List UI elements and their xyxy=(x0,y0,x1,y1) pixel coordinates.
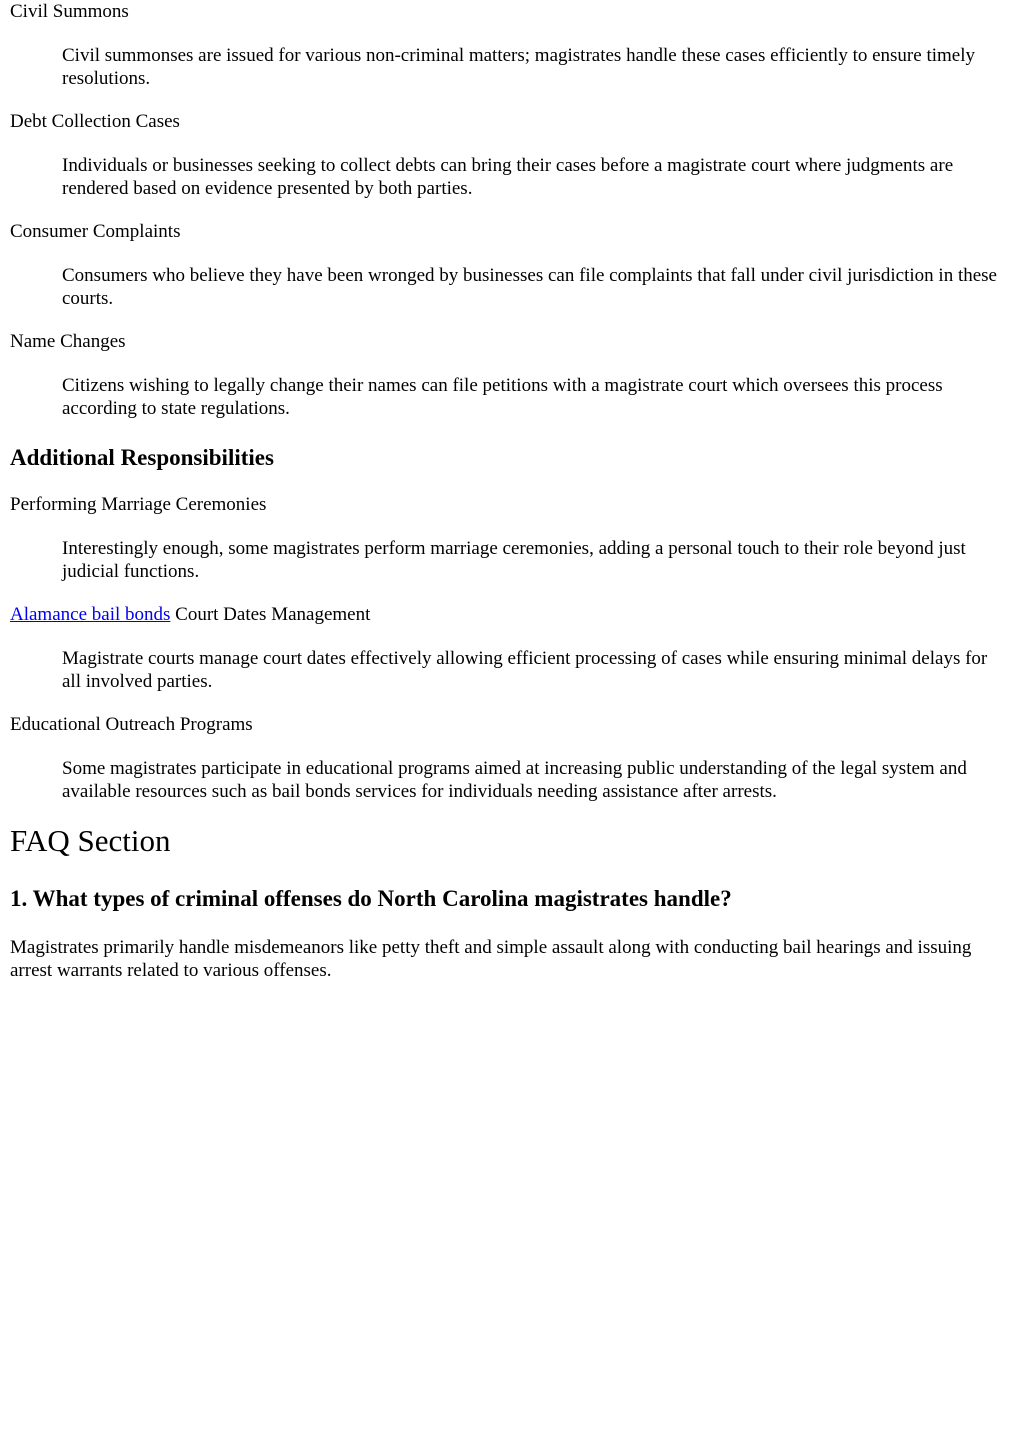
additional-responsibilities-heading: Additional Responsibilities xyxy=(10,445,274,470)
term-title: Performing Marriage Ceremonies xyxy=(10,494,267,515)
faq-heading: FAQ Section xyxy=(10,823,171,858)
term-title: Name Changes xyxy=(10,331,126,352)
term-definition: Consumers who believe they have been wronged by businesses can file complaints that fall under civil jurisdiction in these courts. xyxy=(62,265,997,309)
term-definition: Magistrate courts manage court dates effectively allowing efficient processing of cases while ensuring minimal delays for all involved parties. xyxy=(62,648,988,692)
term-definition: Individuals or businesses seeking to collect debts can bring their cases before a magistrate court where judgments are rendered based on evidence presented by both parties. xyxy=(62,155,954,199)
faq-question: 1. What types of criminal offenses do North Carolina magistrates handle? xyxy=(10,886,732,911)
term-title-with-link xyxy=(10,603,1010,626)
term-title: Debt Collection Cases xyxy=(10,111,180,132)
alamance-bail-bonds-link[interactable]: Alamance bail bonds xyxy=(10,604,171,625)
term-definition: Some magistrates participate in educational programs aimed at increasing public understanding of the legal system and available resources such as bail bonds services for individuals needing assistance after arrests. xyxy=(62,758,967,802)
term-title: Consumer Complaints xyxy=(10,221,181,242)
faq-answer: Magistrates primarily handle misdemeanors like petty theft and simple assault along with conducting bail hearings and issuing arrest warrants related to various offenses. xyxy=(10,937,972,981)
term-definition: Citizens wishing to legally change their names can file petitions with a magistrate court which oversees this process according to state regulations. xyxy=(62,375,943,419)
term-civil-summons xyxy=(10,0,1010,90)
term-debt-collection xyxy=(10,110,1010,200)
term-consumer-complaints xyxy=(10,220,1010,310)
term-court-dates xyxy=(10,603,1010,693)
term-marriage-ceremonies xyxy=(10,493,1010,583)
term-educational-outreach xyxy=(10,713,1010,803)
term-definition: Civil summonses are issued for various non-criminal matters; magistrates handle these cases efficiently to ensure timely resolutions. xyxy=(62,45,975,89)
term-title: Educational Outreach Programs xyxy=(10,714,253,735)
term-definition: Interestingly enough, some magistrates perform marriage ceremonies, adding a personal touch to their role beyond just judicial functions. xyxy=(62,538,966,582)
term-name-changes xyxy=(10,330,1010,420)
term-title: Court Dates Management xyxy=(170,604,371,625)
term-title: Civil Summons xyxy=(10,1,129,22)
